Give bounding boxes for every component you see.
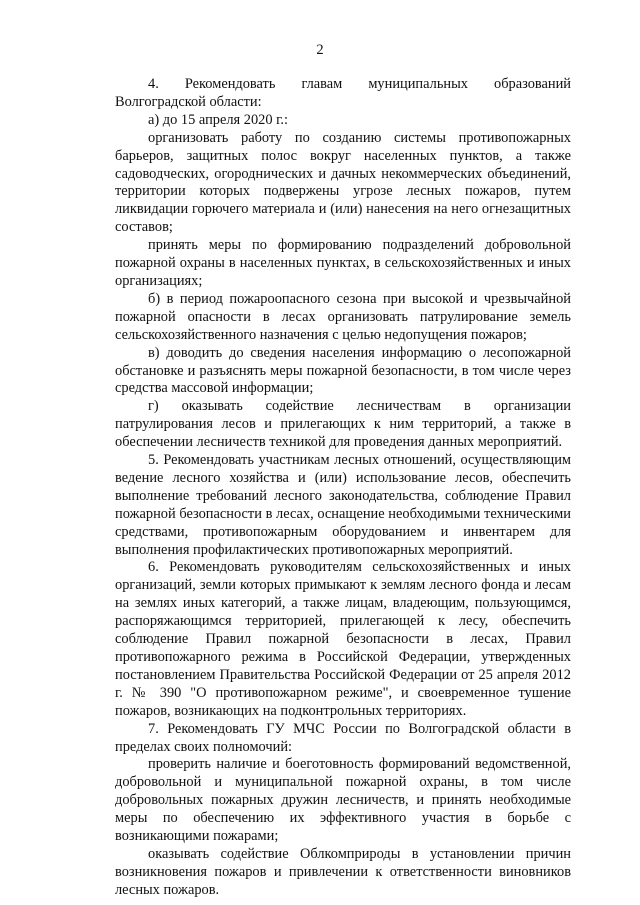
paragraph-5: 5. Рекомендовать участникам лесных отношений, осуществляющим ведение лесного хозяйства и (или) использование лесов, обеспечить выполнение требований лесного законодательства, соблюдение Правил пожарной безопасности в лесах, оснащение необходимыми техническими средствами, противопожарным оборудованием и инвентарем для выполнения профилактических противопожарных мероприятий. xyxy=(115,452,571,558)
document-body xyxy=(115,76,571,900)
paragraph-4a-heading: а) до 15 апреля 2020 г.: xyxy=(148,111,289,128)
paragraph-4g: г) оказывать содействие лесничествам в организации патрулирования лесов и прилегающих к ним территорий, а также в обеспечении лесничеств техникой для проведения данных мероприятий. xyxy=(115,398,571,451)
paragraph-7-check-readiness: проверить наличие и боеготовность формирований ведомственной, добровольной и муниципальной пожарной охраны, в том числе добровольных пожарных дружин лесничеств, и принять необходимые меры по обеспечению их эффективного участия в борьбе с возникающими пожарами; xyxy=(115,756,571,845)
paragraph-4a-volunteer-units: принять меры по формированию подразделений добровольной пожарной охраны в населенных пунктах, в сельскохозяйственных и иных организациях; xyxy=(115,237,571,289)
page-number: 2 xyxy=(316,42,324,58)
paragraph-4a-barriers: организовать работу по созданию системы противопожарных барьеров, защитных полос вокруг населенных пунктов, а также садоводческих, огороднических и дачных некоммерческих объединений, территории которых подвержены угрозе лесных пожаров, путем ликвидации горючего материала и (или) нанесения на него огнезащитных составов; xyxy=(115,129,571,236)
paragraph-4v: в) доводить до сведения населения информацию о лесопожарной обстановке и разъяснять меры пожарной безопасности, в том числе через средства массовой информации; xyxy=(115,344,571,397)
paragraph-4-intro: 4. Рекомендовать главам муниципальных образований Волгоградской области: xyxy=(115,76,571,110)
paragraph-6: 6. Рекомендовать руководителям сельскохозяйственных и иных организаций, земли которых примыкают к землям лесного фонда и лесам на землях иных категорий, а также лицам, владеющим, пользующимся, распоряжающимся территорией, прилегающей к лесу, обеспечить соблюдение Правил пожарной безопасности в лесах, Правил противопожарного режима в Российской Федерации, утвержденных постановлением Правительства Российской Федерации от 25 апреля 2012 г. № 390 "О противопожарном режиме", и своевременное тушение пожаров, возникающих на подконтрольных территориях. xyxy=(115,559,571,719)
paragraph-7-intro: 7. Рекомендовать ГУ МЧС России по Волгоградской области в пределах своих полномочий: xyxy=(115,720,571,755)
paragraph-4b: б) в период пожароопасного сезона при высокой и чрезвычайной пожарной опасности в лесах организовать патрулирование земель сельскохозяйственного назначения с целью недопущения пожаров; xyxy=(115,290,571,343)
paragraph-7-assist-investigation: оказывать содействие Облкомприроды в установлении причин возникновения пожаров и привлечении к ответственности виновников лесных пожаров. xyxy=(115,845,571,898)
